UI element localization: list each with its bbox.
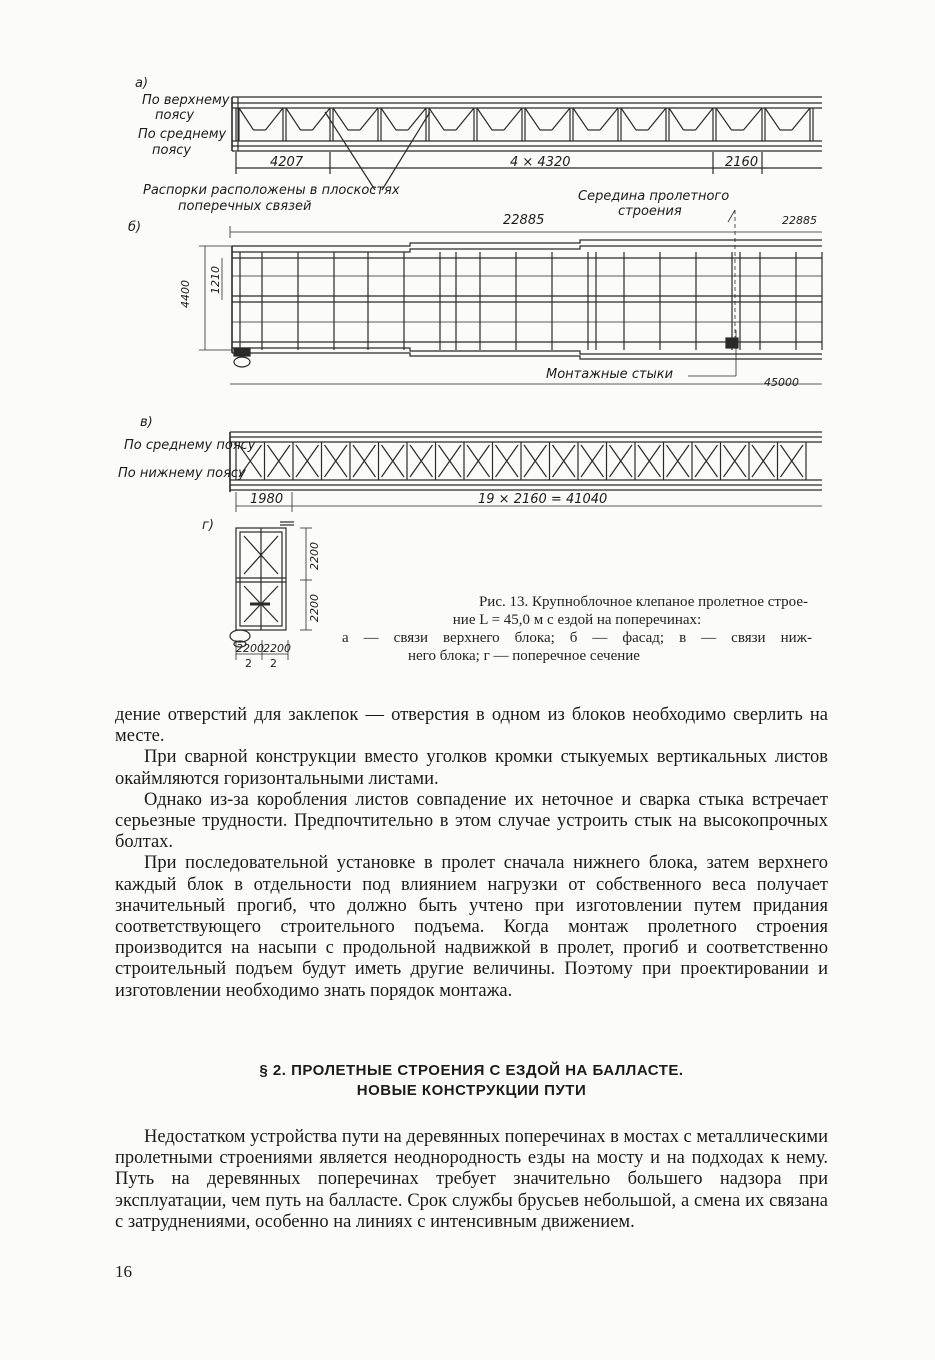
page-number: 16	[115, 1262, 132, 1281]
note-struts-2: поперечных связей	[178, 199, 312, 214]
section-heading	[115, 1061, 828, 1101]
label-middle-chord-v: По среднему поясу	[124, 438, 256, 453]
paragraph-1: дение отверстий для заклепок — отверстия в одном из блоков необходимо сверлить на месте.	[115, 705, 828, 747]
panel-a-marker: а)	[135, 76, 149, 91]
caption-line-4: него блока; г — поперечное сечение	[408, 648, 640, 664]
dim-g-sub-1: 2	[245, 657, 252, 670]
paragraph-4: При последовательной установке в пролет сначала нижнего блока, затем верхнего каждый блок в отдельности под влиянием нагрузки от собственного веса получает значительный прогиб, что должно быть учтено при изготовлении путем придания соответствующего строительного подъема. Когда монтаж пролетного строения производится на насыпи с продольной надвижкой в пролет, прогиб и соответственно строительный подъем будут иметь другие величины. Поэтому при проектировании и изготовлении необходимо знать порядок монтажа.	[115, 853, 828, 1001]
midspan-label-2: строения	[618, 204, 682, 219]
caption-line-3: а — связи верхнего блока; б — фасад; в — связи ниж-	[342, 630, 812, 646]
dim-g-h1: 2200	[308, 542, 321, 570]
dim-b-total: 45000	[764, 376, 799, 389]
section-heading-line-1: § 2. ПРОЛЕТНЫЕ СТРОЕНИЯ С ЕЗДОЙ НА БАЛЛАСТЕ.	[259, 1062, 684, 1079]
figure-caption	[342, 593, 812, 665]
dim-g-w1: 2200	[236, 642, 264, 655]
paragraph-3: Однако из-за коробления листов совпадение их неточное и сварка стыка встречает серьезные трудности. Предпочтительно в этом случае устроить стык на высокопрочных болтах.	[115, 789, 828, 853]
dim-b-height: 4400	[179, 280, 192, 308]
dim-g-h2: 2200	[308, 594, 321, 622]
dim-a-middle: 4 × 4320	[510, 155, 571, 170]
body-text-lower	[115, 1127, 828, 1233]
panel-b-marker: б)	[128, 220, 142, 235]
section-heading-line-2: НОВЫЕ КОНСТРУКЦИИ ПУТИ	[356, 1082, 587, 1099]
body-text-upper	[115, 705, 828, 1002]
label-upper-chord-2: поясу	[155, 108, 195, 123]
caption-line-1: Рис. 13. Крупноблочное клепаное пролетное строе-	[478, 594, 808, 610]
dim-g-w2: 2200	[263, 642, 291, 655]
label-lower-chord-v: По нижнему поясу	[118, 466, 246, 481]
dim-v-rest: 19 × 2160 = 41040	[478, 492, 608, 507]
dim-v-first: 1980	[250, 492, 284, 507]
panel-v-marker: в)	[140, 415, 153, 430]
label-middle-chord-1: По среднему	[138, 127, 227, 142]
assembly-joints-label: Монтажные стыки	[546, 367, 674, 382]
dim-g-sub-2: 2	[270, 657, 277, 670]
paragraph-5: Недостатком устройства пути на деревянных поперечинах в мостах с металлическими пролетными строениями является неоднородность езды на мосту и на подходах к нему. Путь на деревянных поперечинах требует значительно большего надзора при эксплуатации, чем путь на балласте. Срок службы брусьев небольшой, а смена их связана с затруднениями, особенно на линиях с интенсивным движением.	[115, 1127, 828, 1232]
panel-g-section	[230, 522, 312, 660]
dim-a-last: 2160	[725, 155, 759, 170]
label-upper-chord-1: По верхнему	[142, 93, 230, 108]
dim-b-panel: 1210	[209, 266, 222, 294]
caption-line-2: ние L = 45,0 м с ездой на поперечинах:	[452, 612, 702, 628]
paragraph-2: При сварной конструкции вместо уголков кромки стыкуемых вертикальных листов окаймляются горизонтальными листами.	[115, 747, 828, 789]
panel-g-marker: г)	[202, 518, 214, 533]
panel-b-facade	[199, 210, 822, 384]
label-middle-chord-2: поясу	[152, 143, 192, 158]
dim-b-half-right: 22885	[782, 214, 817, 227]
dim-a-first: 4207	[270, 155, 304, 170]
panel-a-truss	[232, 97, 822, 190]
midspan-label-1: Середина пролетного	[578, 189, 730, 204]
dim-b-half: 22885	[503, 213, 545, 228]
note-struts-1: Распорки расположены в плоскостях	[143, 183, 400, 198]
